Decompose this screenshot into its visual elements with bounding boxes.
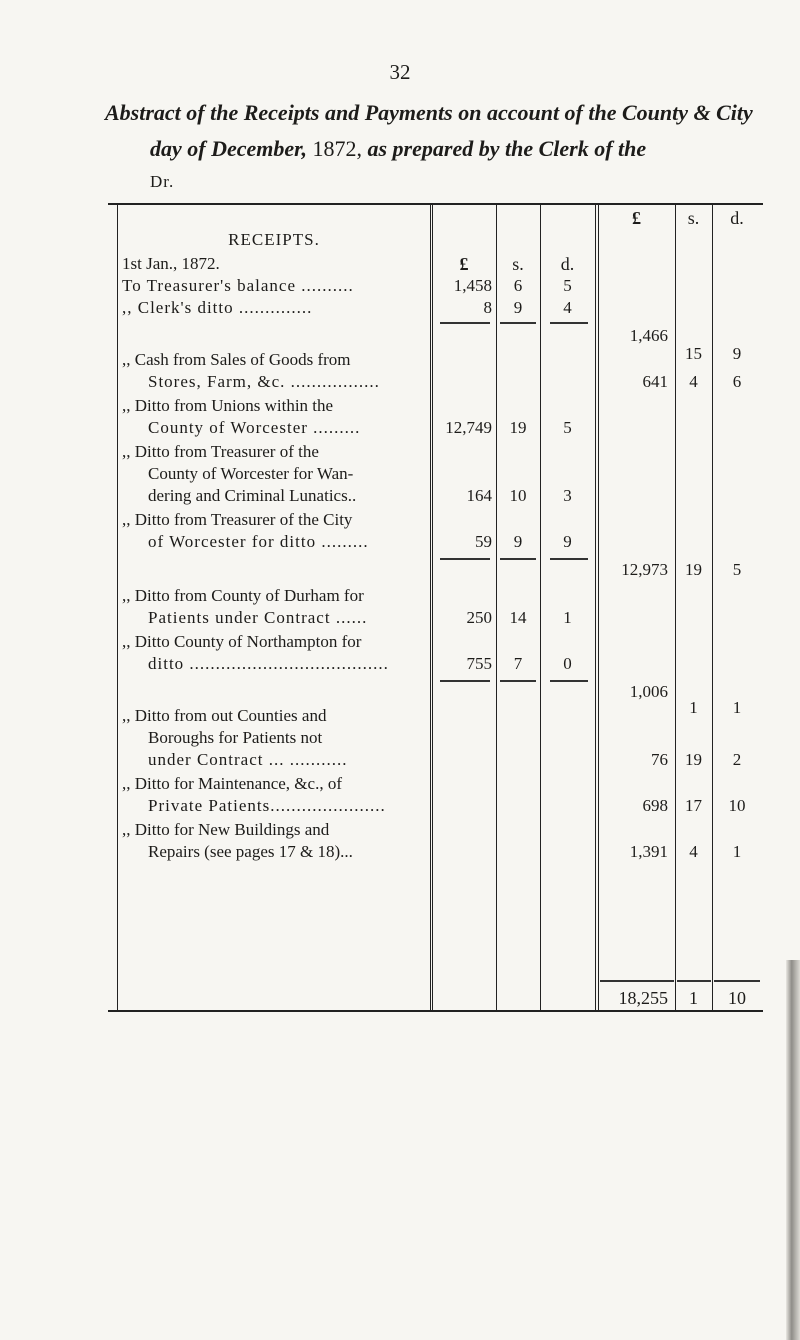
sub-pence-header: d. <box>560 254 575 274</box>
grand-total-rule <box>677 980 711 982</box>
northampton-shillings: 7 <box>513 654 523 673</box>
new-buildings-label: ,, Ditto for New Buildings and <box>122 820 330 839</box>
county-subtotal-pence: 5 <box>732 560 742 579</box>
grand-total-rule <box>600 980 674 982</box>
northampton-label: ,, Ditto County of Northampton for <box>122 632 362 651</box>
receipts-header: RECEIPTS. <box>228 230 320 249</box>
city-treasurer-pence: 9 <box>563 532 572 551</box>
new-buildings-pounds: 1,391 <box>629 842 668 861</box>
page-edge-shadow <box>786 960 800 1340</box>
unions-label: ,, Ditto from Unions within the <box>122 396 334 415</box>
title-line-2-start: day of December, <box>150 136 313 161</box>
sub-shillings-header: s. <box>512 254 524 274</box>
unions-shillings: 19 <box>509 418 527 437</box>
sub-pounds-header: £ <box>459 254 469 274</box>
contract-subtotal-pounds: 1,006 <box>629 682 668 701</box>
subtotal-rule <box>550 558 588 560</box>
northampton-label-cont: ditto ...................................... <box>148 654 389 673</box>
cash-sales-shillings: 4 <box>689 372 698 391</box>
cash-sales-label-cont: Stores, Farm, &c. ................. <box>148 372 380 391</box>
column-rule <box>430 205 431 1010</box>
county-subtotal-shillings: 19 <box>685 560 702 579</box>
title-line-2 <box>150 136 646 162</box>
subtotal-rule <box>500 322 536 324</box>
private-patients-pence: 10 <box>728 796 746 815</box>
subtotal-rule <box>440 322 490 324</box>
page-number: 32 <box>389 60 411 84</box>
contract-subtotal-shillings: 1 <box>689 698 698 717</box>
private-patients-label-cont: Private Patients...................... <box>148 796 386 815</box>
new-buildings-pence: 1 <box>732 842 742 861</box>
county-treasurer-shillings: 10 <box>509 486 527 505</box>
out-counties-label-cont2: under Contract ... ........... <box>148 750 348 769</box>
cash-sales-label: ,, Cash from Sales of Goods from <box>122 350 351 369</box>
durham-label: ,, Ditto from County of Durham for <box>122 586 364 605</box>
city-treasurer-shillings: 9 <box>513 532 523 551</box>
contract-subtotal-pence: 1 <box>732 698 742 717</box>
title-line-2-end: as prepared by the Clerk of the <box>362 136 647 161</box>
balance-total-pounds: 1,466 <box>629 326 668 345</box>
durham-pounds: 250 <box>466 608 492 627</box>
grand-total-pence: 10 <box>728 988 746 1008</box>
unions-pounds: 12,749 <box>445 418 492 437</box>
treasurer-balance-pounds: 1,458 <box>453 276 492 295</box>
cash-sales-pounds: 641 <box>642 372 668 391</box>
new-buildings-label-cont: Repairs (see pages 17 & 18)... <box>148 842 353 861</box>
treasurer-balance-label: To Treasurer's balance .......... <box>122 276 354 295</box>
date-line: 1st Jan., 1872. <box>122 254 220 273</box>
durham-shillings: 14 <box>509 608 527 627</box>
treasurer-balance-pence: 5 <box>563 276 572 295</box>
private-patients-label: ,, Ditto for Maintenance, &c., of <box>122 774 342 793</box>
column-rule <box>675 205 676 1010</box>
durham-label-cont: Patients under Contract ...... <box>148 608 368 627</box>
county-treasurer-label-cont: County of Worcester for Wan- <box>148 464 354 483</box>
top-rule <box>108 203 763 205</box>
title-line-1: Abstract of the Receipts and Payments on account of the County & City <box>105 100 753 125</box>
balance-total-pence: 9 <box>732 344 742 363</box>
balance-total-shillings: 15 <box>685 344 702 363</box>
clerk-balance-label: ,, Clerk's ditto .............. <box>122 298 313 317</box>
column-rule <box>595 205 596 1010</box>
private-patients-shillings: 17 <box>685 796 702 815</box>
subtotal-rule <box>440 558 490 560</box>
city-treasurer-label-cont: of Worcester for ditto ......... <box>148 532 369 551</box>
column-rule <box>712 205 713 1010</box>
bottom-rule <box>108 1010 763 1012</box>
unions-pence: 5 <box>563 418 572 437</box>
out-counties-label-cont: Boroughs for Patients not <box>148 728 323 747</box>
grand-total-rule <box>714 980 760 982</box>
out-counties-shillings: 19 <box>685 750 702 769</box>
out-counties-label: ,, Ditto from out Counties and <box>122 706 327 725</box>
total-shillings-header: s. <box>687 208 700 228</box>
county-treasurer-pounds: 164 <box>466 486 492 505</box>
debit-label: Dr. <box>150 172 175 191</box>
subtotal-rule <box>440 680 490 682</box>
county-treasurer-label: ,, Ditto from Treasurer of the <box>122 442 319 461</box>
left-rule <box>117 205 118 1010</box>
treasurer-balance-shillings: 6 <box>513 276 523 295</box>
clerk-balance-pence: 4 <box>563 298 572 317</box>
city-treasurer-pounds: 59 <box>475 532 492 551</box>
subtotal-rule <box>500 680 536 682</box>
total-pence-header: d. <box>730 208 744 228</box>
county-treasurer-label-cont2: dering and Criminal Lunatics.. <box>148 486 357 505</box>
clerk-balance-pounds: 8 <box>483 298 492 317</box>
title-year: 1872, <box>312 136 362 161</box>
subtotal-rule <box>500 558 536 560</box>
subtotal-rule <box>550 680 588 682</box>
cash-sales-pence: 6 <box>732 372 742 391</box>
northampton-pounds: 755 <box>466 654 492 673</box>
private-patients-pounds: 698 <box>642 796 668 815</box>
total-pounds-header: £ <box>632 208 641 228</box>
county-subtotal-pounds: 12,973 <box>621 560 668 579</box>
new-buildings-shillings: 4 <box>689 842 698 861</box>
clerk-balance-shillings: 9 <box>513 298 523 317</box>
county-treasurer-pence: 3 <box>563 486 572 505</box>
grand-total-pounds: 18,255 <box>618 988 668 1008</box>
out-counties-pounds: 76 <box>651 750 668 769</box>
unions-label-cont: County of Worcester ......... <box>148 418 361 437</box>
durham-pence: 1 <box>563 608 572 627</box>
subtotal-rule <box>550 322 588 324</box>
city-treasurer-label: ,, Ditto from Treasurer of the City <box>122 510 353 529</box>
out-counties-pence: 2 <box>732 750 742 769</box>
northampton-pence: 0 <box>563 654 572 673</box>
grand-total-shillings: 1 <box>689 988 698 1008</box>
